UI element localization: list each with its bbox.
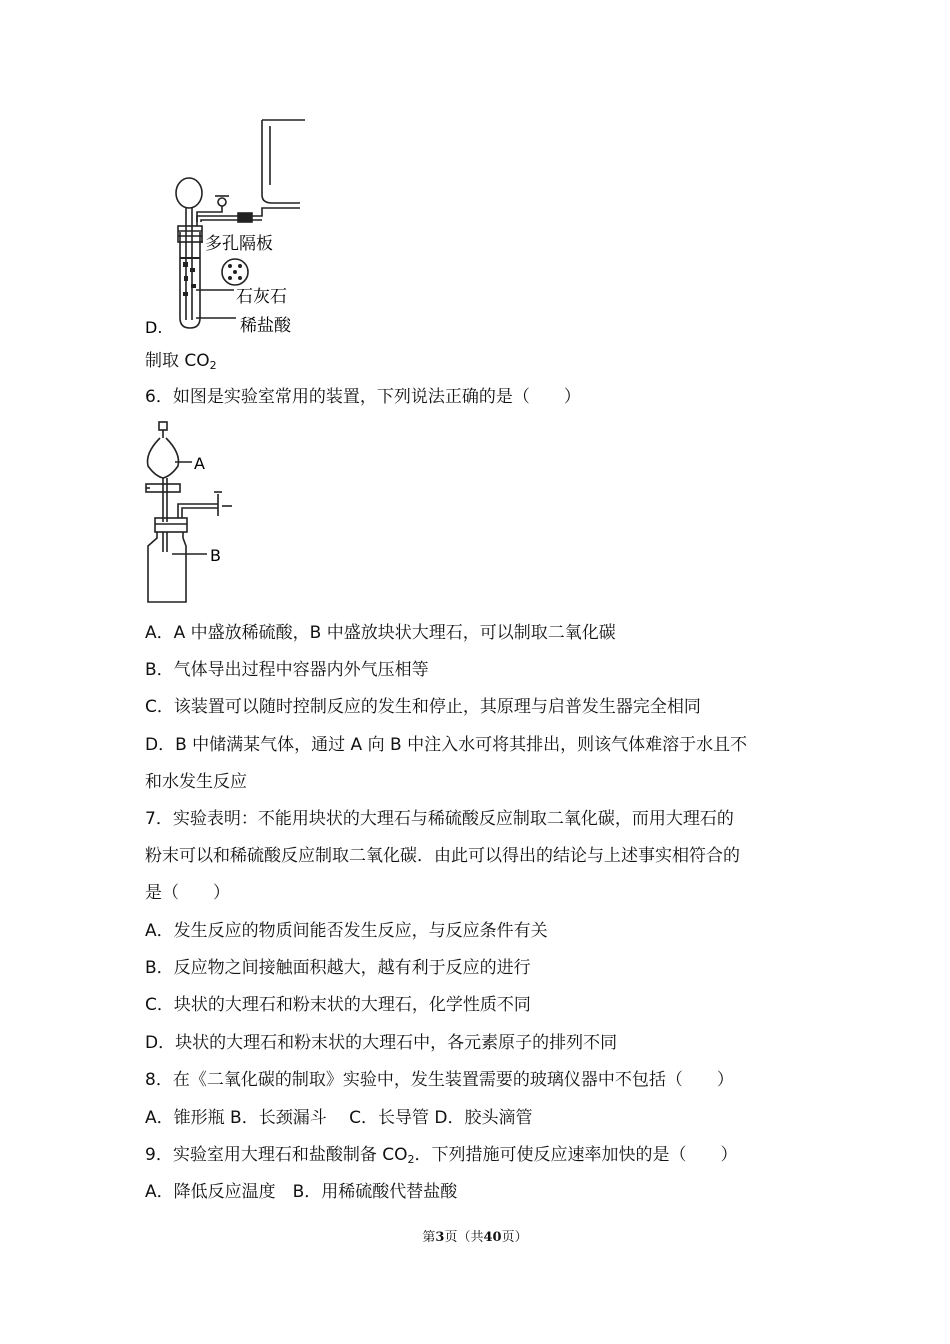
q7-option-c: C．块状的大理石和粉末状的大理石，化学性质不同 [145,995,531,1015]
q6-option-d-line2: 和水发生反应 [145,772,247,792]
q7-option-a: A．发生反应的物质间能否发生反应，与反应条件有关 [145,921,548,941]
separatory-funnel [148,438,179,478]
option-letter-d: D. [145,318,163,337]
q7-stem-line3: 是（ ） [145,883,230,903]
label-porous-plate: 多孔隔板 [205,234,273,254]
q7-option-d: D．块状的大理石和粉末状的大理石中，各元素原子的排列不同 [145,1033,618,1053]
label-limestone: 石灰石 [236,287,287,307]
label-dilute-hcl: 稀盐酸 [240,316,291,336]
funnel-bulb [176,178,202,208]
q6-option-b: B．气体导出过程中容器内外气压相等 [145,660,429,680]
q9-options: A．降低反应温度 B．用稀硫酸代替盐酸 [145,1182,458,1202]
q8-stem: 8．在《二氧化碳的制取》实验中，发生装置需要的玻璃仪器中不包括（ ） [145,1070,734,1090]
q6-option-a: A．A 中盛放稀硫酸，B 中盛放块状大理石，可以制取二氧化碳 [145,623,616,643]
collection-jar [262,120,300,203]
test-tube [180,232,200,328]
apparatus-figure-d [0,0,950,345]
rubber-stopper [155,518,187,532]
q7-stem-line1: 7．实验表明：不能用块状的大理石与稀硫酸反应制取二氧化碳，而用大理石的 [145,809,734,829]
q6-stem: 6．如图是实验室常用的装置，下列说法正确的是（ ） [145,387,581,407]
q7-option-b: B．反应物之间接触面积越大，越有利于反应的进行 [145,958,531,978]
q8-options: A．锥形瓶 B．长颈漏斗 C．长导管 D．胶头滴管 [145,1108,533,1128]
q6-option-c: C．该装置可以随时控制反应的发生和停止，其原理与启普发生器完全相同 [145,697,701,717]
q7-stem-line2: 粉末可以和稀硫酸反应制取二氧化碳．由此可以得出的结论与上述事实相符合的 [145,846,740,866]
figure-caption: 制取 $CO_2$ [145,351,217,372]
apparatus-figure-q6 [0,418,950,618]
page-footer: 第3页（共40页） [422,1230,528,1245]
q6-option-d-line1: D．B 中储满某气体，通过 A 向 B 中注入水可将其排出，则该气体难溶于水且不 [145,735,748,755]
label-a: A [194,454,205,473]
q9-stem: 9．实验室用大理石和盐酸制备 $CO_2$．下列措施可使反应速率加快的是（ ） [145,1145,738,1166]
label-b: B [210,546,221,565]
